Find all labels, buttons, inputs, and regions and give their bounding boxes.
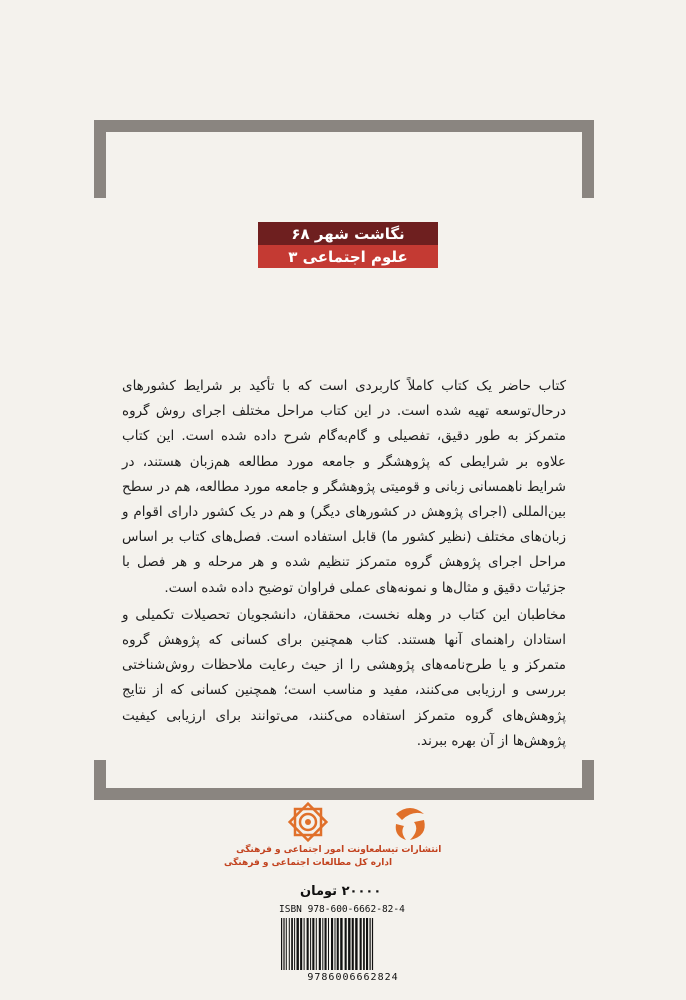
municipality-logo [223,800,393,870]
tisa-swirl-icon [388,800,432,844]
blurb-paragraph-2: مخاطبان این کتاب در وهله نخست، محققان، دانشجویان تحصیلات تکمیلی و استادان راهنمای آنها هستند. کتاب همچنین برای کسانی که پژوهش گروه متمرکز و یا طرح‌نامه‌های پژوهشی را از حیث رعایت ملاحظات روش‌شناختی بررسی و ارزیابی می‌کنند، مفید و مناسب است؛ همچنین کسانی که از نتایج پژوهش‌های گروه متمرکز استفاده می‌کنند، می‌توانند برای ارزیابی کیفیت پژوهش‌ها از آن بهره ببرند. [122,606,566,749]
frame-bottom-bracket [94,760,594,800]
blurb-paragraph-1: کتاب حاضر یک کتاب کاملاً کاربردی است که با تأکید بر شرایط کشورهای درحال‌توسعه تهیه شده است. در این کتاب مراحل مختلف اجرای روش گروه متمرکز به طور دقیق، تفصیلی و گام‌به‌گام شرح داده شده است. این کتاب علاوه بر شرایطی که پژوهشگر و جامعه مورد مطالعه هم‌زبان هستند، در شرایط ناهمسانی زبانی و قومیتی پژوهشگر و جامعه مورد مطالعه، هم در سطح بین‌المللی (اجرای پژوهش در کشورهای دیگر) و هم در یک کشور دارای اقوام و زبان‌های مختلف (نظیر کشور ما) قابل استفاده است. فصل‌های کتاب بر اساس مراحل اجرای پژوهش گروه متمرکز تنظیم شده و هر مرحله و هر فصل با جزئیات دقیق و مثال‌ها و نمونه‌های عملی فراوان توضیح داده شده است. [122,378,566,596]
municipality-line-1: معاونت امور اجتماعی و فرهنگی [236,845,380,855]
series-label [258,222,438,268]
series-line-1: نگاشت شهر ۶۸ [258,222,438,245]
frame-top-bracket [94,120,594,198]
publisher-logo [380,800,440,857]
isbn-label: ISBN 978-600-6662-82-4 [279,904,405,915]
publisher-name: انتشارات تیسا [378,845,442,855]
octagram-seal-icon [286,800,330,844]
municipality-line-2: اداره کل مطالعات اجتماعی و فرهنگی [223,858,393,868]
price-label: ۲۰۰۰۰ تومان [300,884,382,899]
barcode-number: 9786006662824 [307,972,399,983]
blurb-text [122,374,566,756]
barcode-icon [279,918,427,970]
series-line-2: علوم اجتماعی ۳ [258,245,438,268]
